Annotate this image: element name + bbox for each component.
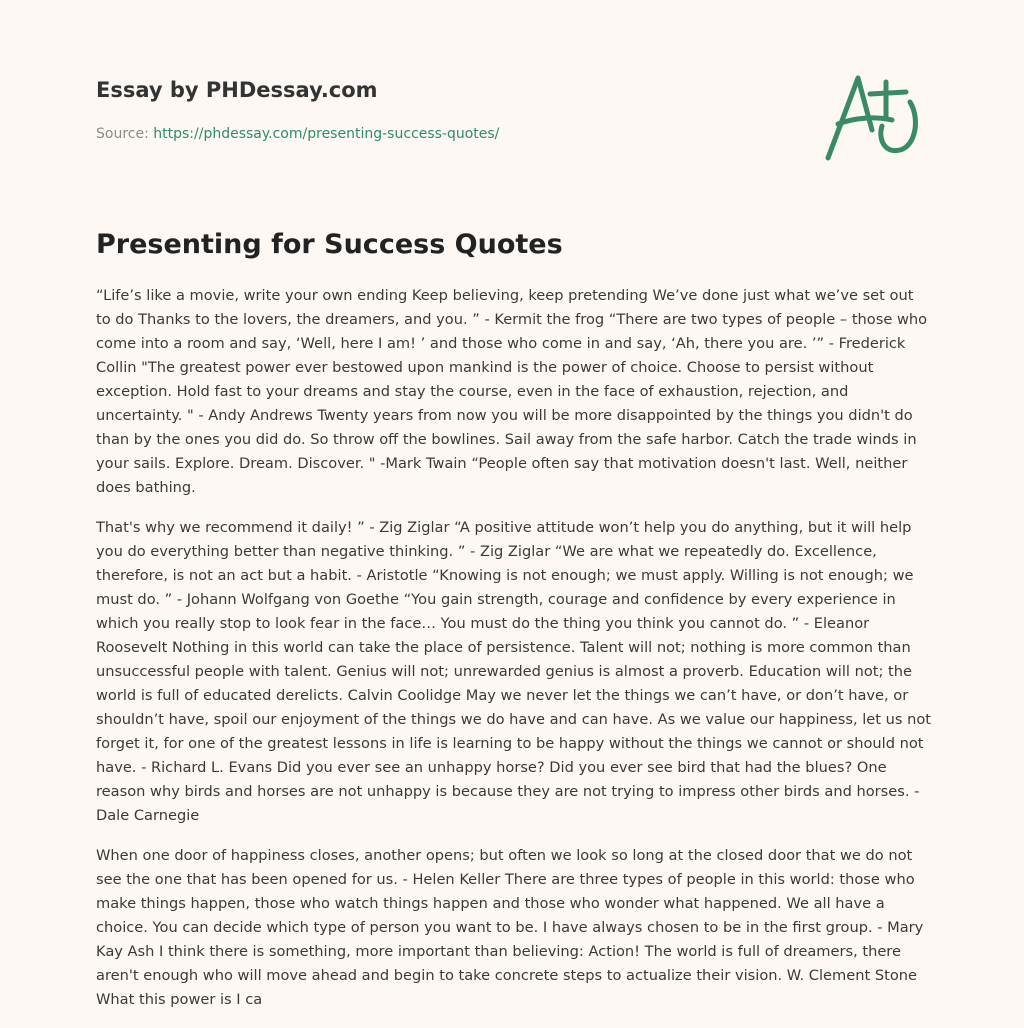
page-header: [96, 76, 928, 144]
article-paragraph: That's why we recommend it daily! ” - Zig Ziglar “A positive attitude won’t help you do anything, but it will help you do everything better than negative thinking. ” - Zig Ziglar “We are what we repeatedly do. Excellence, therefore, is not an act but a habit. - Aristotle “Knowing is not enough; we must apply. Willing is not enough; we must do. ” - Johann Wolfgang von Goethe “You gain strength, courage and confidence by every experience in which you really stop to look fear in the face… You must do the thing you think you cannot do. ” - Eleanor Roosevelt Nothing in this world can take the place of persistence. Talent will not; nothing is more common than unsuccessful people with talent. Genius will not; unrewarded genius is almost a proverb. Education will not; the world is full of educated derelicts. Calvin Coolidge May we never let the things we can’t have, or don’t have, or shouldn’t have, spoil our enjoyment of the things we do have and can have. As we value our happiness, let us not forget it, for one of the greatest lessons in life is learning to be happy without the things we cannot or should not have. - Richard L. Evans Did you ever see an unhappy horse? Did you ever see bird that had the blues? One reason why birds and horses are not unhappy is because they are not trying to impress other birds and horses. - Dale Carnegie: [96, 519, 932, 824]
article-title: Presenting for Success Quotes: [96, 229, 563, 260]
a-plus-logo-icon: [820, 66, 930, 166]
article-paragraph: When one door of happiness closes, another opens; but often we look so long at the closed door that we do not see the one that has been opened for us. - Helen Keller There are three types of people in this world: those who make things happen, those who watch things happen and those who wonder what happened. We all have a choice. You can decide which type of person you want to be. I have always chosen to be in the first group. - Mary Kay Ash I think there is something, more important than believing: Action! The world is full of dreamers, there aren't enough who will move ahead and begin to take concrete steps to actualize their vision. W. Clement Stone What this power is I ca: [96, 847, 924, 1008]
article-body: [96, 284, 932, 1028]
article-paragraph: “Life’s like a movie, write your own ending Keep believing, keep pretending We’ve done just what we’ve set out to do Thanks to the lovers, the dreamers, and you. ” - Kermit the frog “There are two types of people – those who come into a room and say, ‘Well, here I am! ’ and those who come in and say, ‘Ah, there you are. ’” - Frederick Collin "The greatest power ever bestowed upon mankind is the power of choice. Choose to persist without exception. Hold fast to your dreams and stay the course, even in the face of exhaustion, rejection, and uncertainty. " - Andy Andrews Twenty years from now you will be more disappointed by the things you didn't do than by the ones you did do. So throw off the bowlines. Sail away from the safe harbor. Catch the trade winds in your sails. Explore. Dream. Discover. " -Mark Twain “People often say that motivation doesn't last. Well, neither does bathing.: [96, 287, 928, 496]
brand-title: Essay by PHDessay.com: [96, 78, 378, 102]
source-link[interactable]: https://phdessay.com/presenting-success-quotes/: [153, 126, 500, 142]
source-label: Source:: [96, 126, 149, 142]
source-line: [96, 124, 928, 144]
